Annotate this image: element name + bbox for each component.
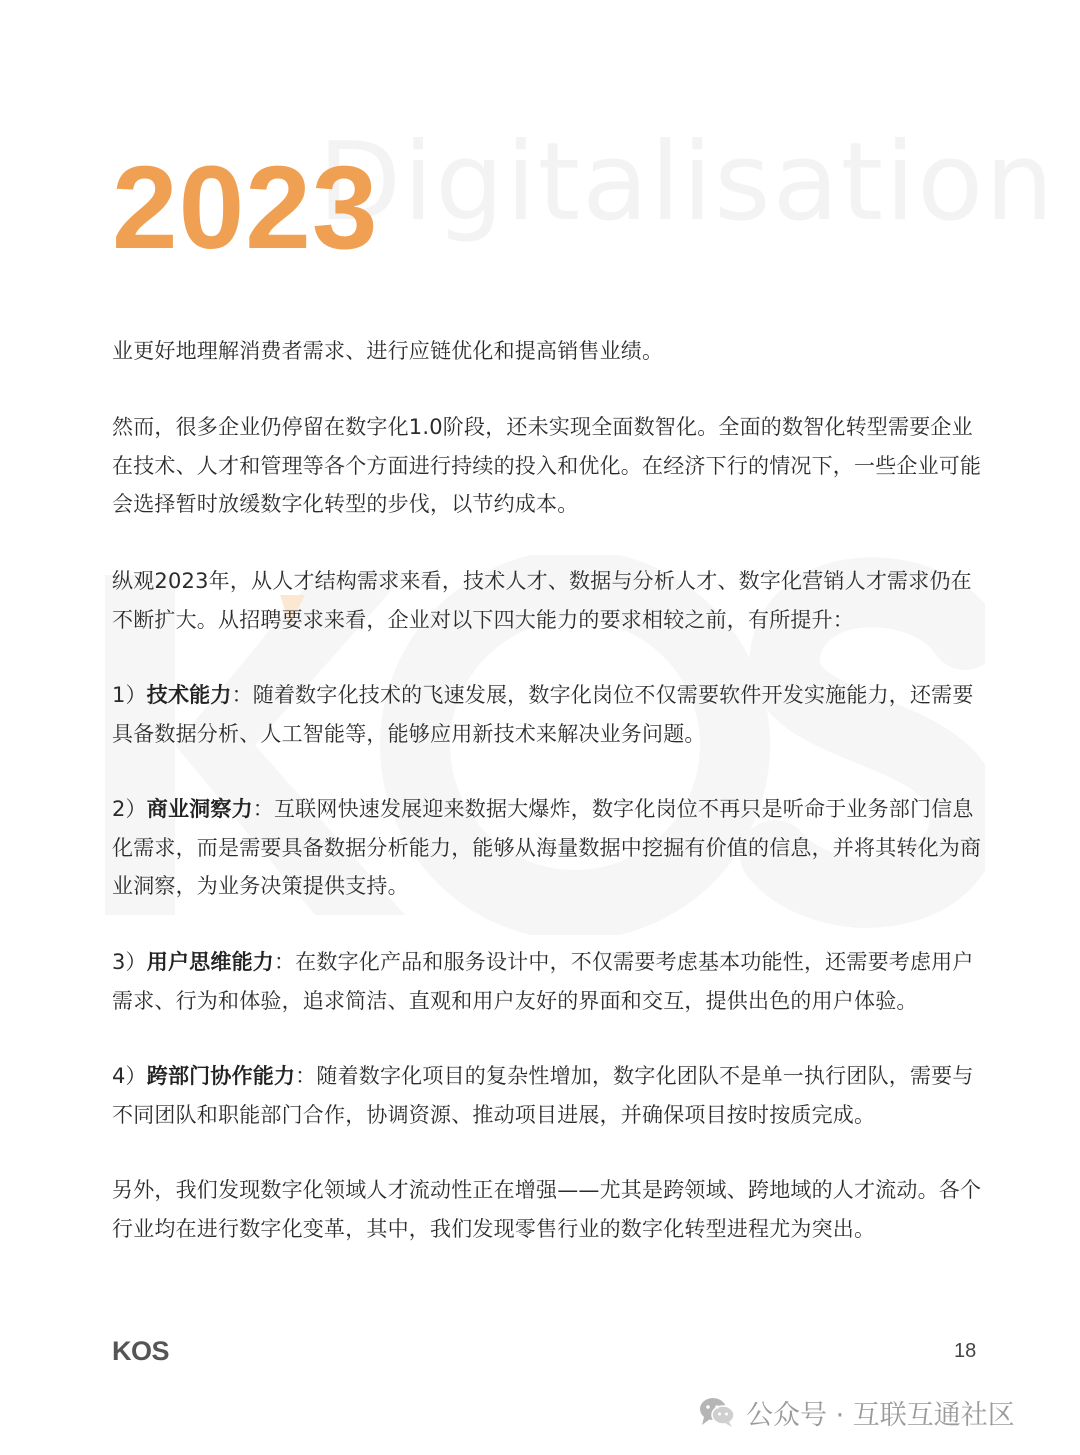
paragraph-closing: 另外，我们发现数字化领域人才流动性正在增强——尤其是跨领域、跨地域的人才流动。各个行业均在进行数字化变革，其中，我们发现零售行业的数字化转型进程尤为突出。 bbox=[112, 1178, 982, 1241]
list-item-number: 3） bbox=[112, 950, 147, 974]
list-item bbox=[112, 943, 982, 1020]
list-item-title: 技术能力 bbox=[146, 683, 232, 707]
list-item-title: 用户思维能力 bbox=[146, 950, 274, 974]
list-item-text: ：随着数字化项目的复杂性增加，数字化团队不是单一执行团队，需要与不同团队和职能部门合作，协调资源、推动项目进展，并确保项目按时按质完成。 bbox=[112, 1064, 974, 1127]
list-item bbox=[112, 1057, 982, 1134]
list-item-text: ：在数字化产品和服务设计中，不仅需要考虑基本功能性，还需要考虑用户需求、行为和体验，追求简洁、直观和用户友好的界面和交互，提供出色的用户体验。 bbox=[112, 950, 974, 1013]
wechat-attribution[interactable] bbox=[698, 1392, 1015, 1432]
list-item-title: 跨部门协作能力 bbox=[146, 1064, 296, 1088]
year-heading: 2023 bbox=[112, 142, 379, 274]
list-item-number: 4） bbox=[112, 1064, 147, 1088]
list-item-text: ：随着数字化技术的飞速发展，数字化岗位不仅需要软件开发实施能力，还需要具备数据分析、人工智能等，能够应用新技术来解决业务问题。 bbox=[112, 683, 974, 746]
list-item-number: 2） bbox=[112, 797, 147, 821]
background-word: Digitalisation bbox=[318, 120, 1056, 245]
paragraph-intro: 业更好地理解消费者需求、进行应链优化和提高销售业绩。 bbox=[112, 339, 664, 363]
page-number: 18 bbox=[954, 1340, 977, 1362]
list-item-text: ：互联网快速发展迎来数据大爆炸，数字化岗位不再只是听命于业务部门信息化需求，而是需要具备数据分析能力，能够从海量数据中挖掘有价值的信息，并将其转化为商业洞察，为业务决策提供支持。 bbox=[112, 797, 982, 898]
footer-logo: KOS bbox=[112, 1336, 170, 1366]
list-item bbox=[112, 676, 982, 753]
list-item-number: 1） bbox=[112, 683, 147, 707]
wechat-icon bbox=[698, 1395, 736, 1429]
paragraph-2: 然而，很多企业仍停留在数字化1.0阶段，还未实现全面数智化。全面的数智化转型需要企业在技术、人才和管理等各个方面进行持续的投入和优化。在经济下行的情况下，一些企业可能会选择暂时放缓数字化转型的步伐，以节约成本。 bbox=[112, 415, 982, 516]
list-item-title: 商业洞察力 bbox=[146, 797, 253, 821]
paragraph-3: 纵观2023年，从人才结构需求来看，技术人才、数据与分析人才、数字化营销人才需求仍在不断扩大。从招聘要求来看，企业对以下四大能力的要求相较之前，有所提升： bbox=[112, 569, 972, 632]
list-item bbox=[112, 790, 982, 906]
wechat-label: 公众号 · 互联互通社区 bbox=[746, 1399, 1015, 1431]
